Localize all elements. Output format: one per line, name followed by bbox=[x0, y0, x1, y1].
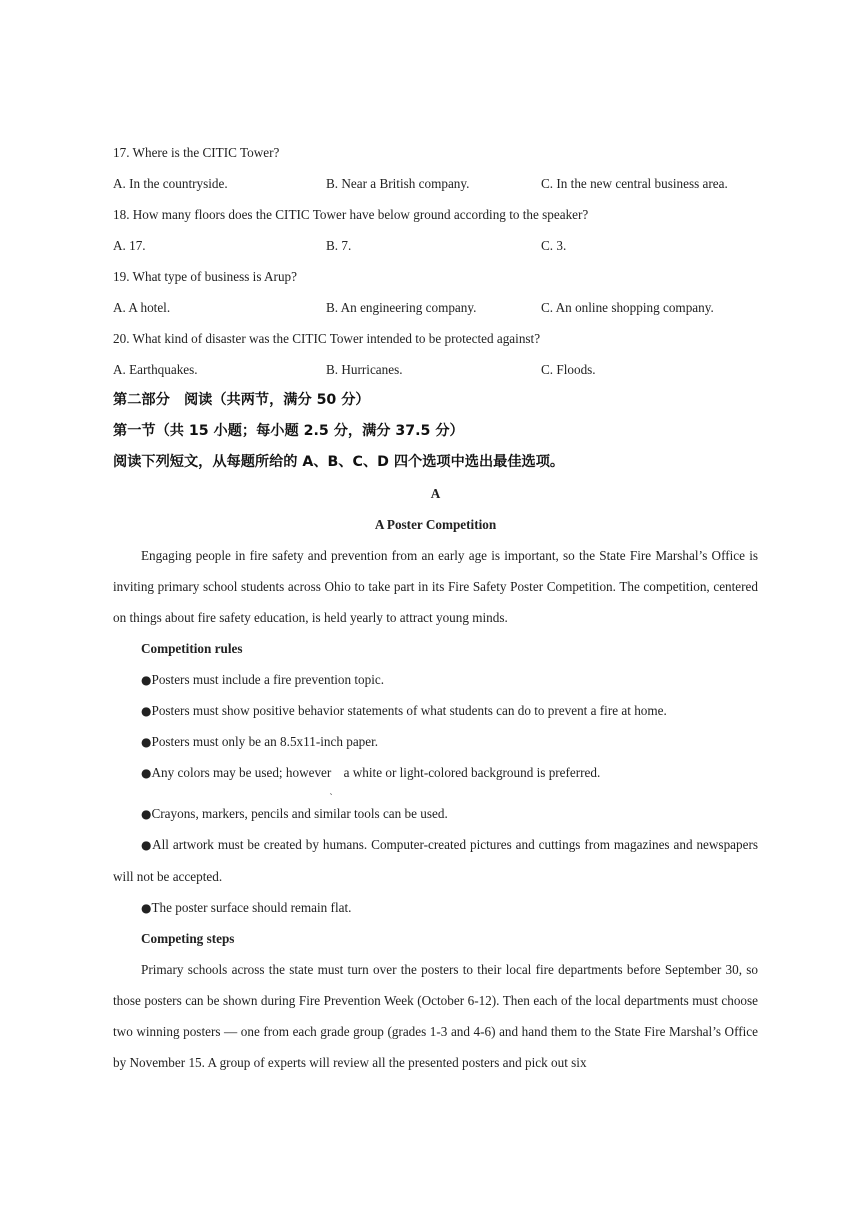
rule-item bbox=[113, 695, 758, 726]
rule-text-end: a white or light-colored background is preferred. bbox=[340, 765, 601, 780]
rule-item bbox=[113, 664, 758, 695]
rule-item bbox=[113, 757, 758, 798]
passage-title: A Poster Competition bbox=[374, 517, 497, 532]
bullet-icon: ● bbox=[141, 807, 152, 821]
option-b: B. Hurricanes. bbox=[326, 362, 403, 377]
part-title: 第二部分 阅读（共两节，满分 50 分） bbox=[113, 392, 370, 408]
rule-text-start: Any colors may be used; however bbox=[151, 765, 332, 780]
question-options bbox=[113, 230, 758, 261]
question-stem: 19. What type of business is Arup? bbox=[113, 269, 297, 284]
rule-text: Posters must only be an 8.5x11-inch paper. bbox=[151, 734, 379, 749]
rule-text: Posters must include a fire prevention topic. bbox=[151, 672, 385, 687]
bullet-icon: ● bbox=[141, 901, 152, 915]
exam-page bbox=[113, 137, 758, 1078]
bullet-icon: ● bbox=[141, 838, 153, 852]
option-a: A. A hotel. bbox=[113, 300, 171, 315]
option-a: A. In the countryside. bbox=[113, 176, 228, 191]
question-stem: 20. What kind of disaster was the CITIC Tower intended to be protected against? bbox=[113, 331, 541, 346]
rule-item bbox=[113, 829, 758, 892]
option-c: C. In the new central business area. bbox=[541, 176, 728, 191]
rules-heading: Competition rules bbox=[141, 641, 243, 656]
bullet-icon: ● bbox=[141, 704, 152, 718]
question-options bbox=[113, 168, 758, 199]
question-stem: 18. How many floors does the CITIC Tower have below ground according to the speaker? bbox=[113, 207, 589, 222]
passage-intro: Engaging people in fire safety and prevention from an early age is important, so the State Fire Marshal’s Office is inviting primary school students across Ohio to take part in its Fire Safety Poster Competition. The competition, centered on things about fire safety education, is held yearly to attract young minds. bbox=[113, 548, 758, 625]
bullet-icon: ● bbox=[141, 735, 152, 749]
reading-instruction: 阅读下列短文，从每题所给的 A、B、C、D 四个选项中选出最佳选项。 bbox=[113, 454, 565, 470]
option-c: C. Floods. bbox=[541, 362, 596, 377]
section-subtitle: 第一节（共 15 小题；每小题 2.5 分，满分 37.5 分） bbox=[113, 423, 464, 439]
option-b: B. 7. bbox=[326, 238, 352, 253]
steps-paragraph: Primary schools across the state must turn over the posters to their local fire departments before September 30, so those posters can be shown during Fire Prevention Week (October 6-12). Then each of the local departments must choose two winning posters — one from each grade group (grades 1-3 and 4-6) and hand them to the State Fire Marshal’s Office by November 15. A group of experts will review all the presented posters and pick out six bbox=[113, 962, 758, 1070]
rule-text: The poster surface should remain flat. bbox=[151, 900, 352, 915]
rule-text: All artwork must be created by humans. Computer-created pictures and cuttings from magazines and newspapers will not be accepted. bbox=[113, 837, 758, 884]
option-a: A. Earthquakes. bbox=[113, 362, 198, 377]
option-b: B. An engineering company. bbox=[326, 300, 477, 315]
question-options bbox=[113, 292, 758, 323]
rule-text: Crayons, markers, pencils and similar tools can be used. bbox=[151, 806, 448, 821]
option-b: B. Near a British company. bbox=[326, 176, 470, 191]
rule-item bbox=[113, 726, 758, 757]
rule-item bbox=[113, 892, 758, 923]
option-c: C. 3. bbox=[541, 238, 567, 253]
passage-letter: A bbox=[430, 486, 441, 501]
question-options bbox=[113, 354, 758, 385]
rule-item bbox=[113, 798, 758, 829]
steps-heading: Competing steps bbox=[141, 931, 235, 946]
question-stem: 17. Where is the CITIC Tower? bbox=[113, 145, 280, 160]
bullet-icon: ● bbox=[141, 673, 152, 687]
rule-text: Posters must show positive behavior statements of what students can do to prevent a fire at home. bbox=[151, 703, 667, 718]
option-c: C. An online shopping company. bbox=[541, 300, 714, 315]
option-a: A. 17. bbox=[113, 238, 146, 253]
bullet-icon: ● bbox=[141, 766, 152, 780]
